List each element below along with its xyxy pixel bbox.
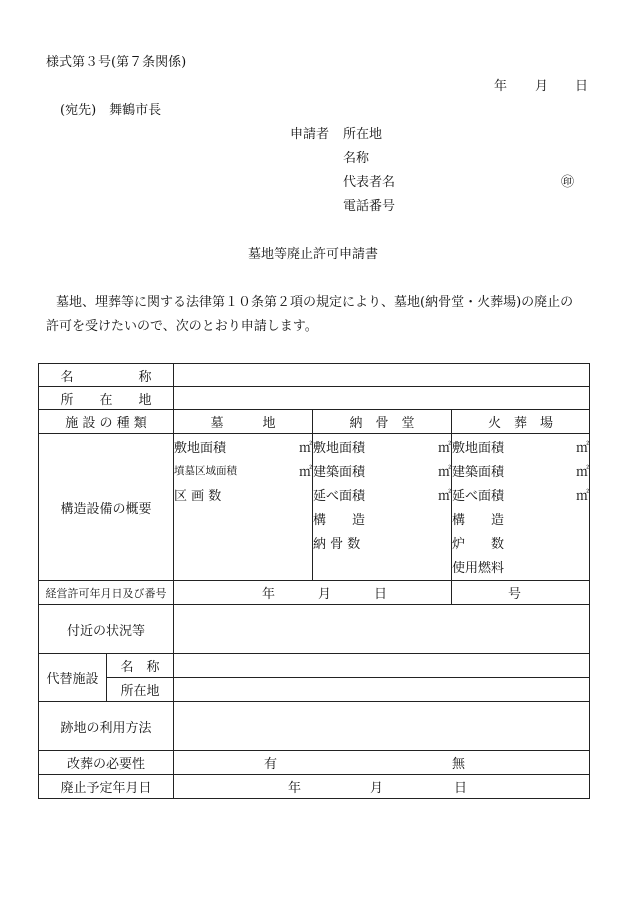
structure-label: 構造設備の概要 xyxy=(39,434,174,581)
location-label: 所 在 地 xyxy=(39,387,174,410)
crem-fuel-label: 使用燃料 xyxy=(452,560,505,576)
body-line-1: 墓地、埋葬等に関する法律第１０条第２項の規定により、墓地(納骨堂・火葬場)の廃止の xyxy=(56,295,574,310)
grave-site-area-label: 敷地面積 xyxy=(174,440,227,456)
unit-sqm: ㎡ xyxy=(576,488,590,504)
permit-number: 号 xyxy=(508,587,522,602)
crem-floor-area-label: 延べ面積 xyxy=(452,488,505,504)
substitute-location-label: 所在地 xyxy=(107,678,174,702)
abolition-date-cell[interactable] xyxy=(174,775,590,799)
ossuary-details[interactable] xyxy=(313,434,452,581)
abolition-year: 年 xyxy=(288,781,302,796)
grave-plot-count-label: 区 画 数 xyxy=(174,488,222,504)
crem-furnace-count-label: 炉 数 xyxy=(452,536,505,552)
permit-day: 日 xyxy=(374,587,388,602)
crem-building-area-label: 建築面積 xyxy=(452,464,505,480)
col-ossuary: 納 骨 堂 xyxy=(313,410,452,434)
permit-month: 月 xyxy=(318,587,332,602)
surroundings-value-cell[interactable] xyxy=(174,605,590,654)
unit-sqm: ㎡ xyxy=(438,464,452,480)
ossuary-floor-area-label: 延べ面積 xyxy=(313,488,366,504)
substitute-name-label: 名 称 xyxy=(107,654,174,678)
reburial-yes[interactable]: 有 xyxy=(264,757,278,772)
unit-sqm: ㎡ xyxy=(576,440,590,456)
applicant-address: 所在地 xyxy=(343,127,383,142)
date-year: 年 xyxy=(494,79,508,94)
permit-year: 年 xyxy=(262,587,276,602)
applicant-label: 申請者 xyxy=(290,127,330,142)
surroundings-label: 付近の状況等 xyxy=(39,605,174,654)
ossuary-site-area-label: 敷地面積 xyxy=(313,440,366,456)
ossuary-structure-label: 構 造 xyxy=(313,512,366,528)
abolition-month: 月 xyxy=(370,781,384,796)
permit-number-cell[interactable] xyxy=(452,581,590,605)
permit-date-cell[interactable] xyxy=(174,581,452,605)
grave-tomb-area-label: 墳墓区域面積 xyxy=(174,464,238,477)
col-grave: 墓 地 xyxy=(174,410,313,434)
permit-label: 経営許可年月日及び番号 xyxy=(39,581,174,605)
date-day: 日 xyxy=(575,79,589,94)
ossuary-building-area-label: 建築面積 xyxy=(313,464,366,480)
application-table xyxy=(38,363,590,799)
crem-structure-label: 構 造 xyxy=(452,512,505,528)
crematorium-details[interactable] xyxy=(452,434,590,581)
abolition-day: 日 xyxy=(454,781,468,796)
applicant-phone: 電話番号 xyxy=(343,199,396,214)
unit-sqm: ㎡ xyxy=(299,440,313,456)
site-use-cell[interactable] xyxy=(174,702,590,751)
col-crematorium: 火 葬 場 xyxy=(452,410,590,434)
unit-sqm: ㎡ xyxy=(299,464,313,480)
form-number: 様式第３号(第７条関係) xyxy=(46,55,187,70)
applicant-representative: 代表者名 xyxy=(343,175,396,190)
document-title: 墓地等廃止許可申請書 xyxy=(248,247,379,262)
reburial-cell[interactable] xyxy=(174,751,590,775)
location-value-cell[interactable] xyxy=(174,387,590,410)
name-label: 名 称 xyxy=(39,364,174,387)
ossuary-capacity-label: 納 骨 数 xyxy=(313,536,361,552)
reburial-label: 改葬の必要性 xyxy=(39,751,174,775)
substitute-label: 代替施設 xyxy=(39,654,107,702)
substitute-name-cell[interactable] xyxy=(174,654,590,678)
date-month: 月 xyxy=(535,79,549,94)
seal-mark: ㊞ xyxy=(561,175,575,190)
unit-sqm: ㎡ xyxy=(576,464,590,480)
grave-details[interactable] xyxy=(174,434,313,581)
applicant-name: 名称 xyxy=(343,151,370,166)
unit-sqm: ㎡ xyxy=(438,488,452,504)
crem-site-area-label: 敷地面積 xyxy=(452,440,505,456)
name-value-cell[interactable] xyxy=(174,364,590,387)
addressee: (宛先) 舞鶴市長 xyxy=(60,103,162,118)
unit-sqm: ㎡ xyxy=(438,440,452,456)
facility-type-label: 施 設 の 種 類 xyxy=(39,410,174,434)
substitute-location-cell[interactable] xyxy=(174,678,590,702)
reburial-no[interactable]: 無 xyxy=(452,757,466,772)
abolition-date-label: 廃止予定年月日 xyxy=(39,775,174,799)
site-use-label: 跡地の利用方法 xyxy=(39,702,174,751)
body-line-2: 許可を受けたいので、次のとおり申請します。 xyxy=(46,319,318,334)
